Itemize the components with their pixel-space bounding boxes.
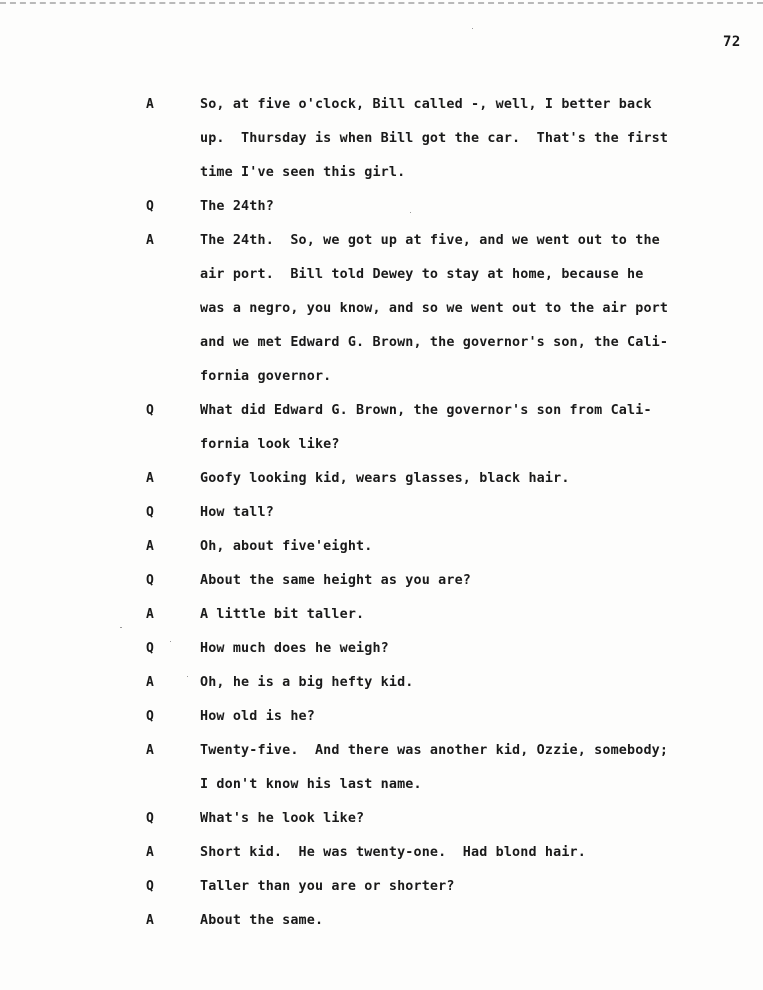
transcript-entry [0,564,763,598]
transcript-line: How old is he? [200,709,315,724]
transcript-entry [0,870,763,904]
transcript-line: Oh, he is a big hefty kid. [200,675,414,690]
scan-speck [472,28,473,29]
transcript-line: How much does he weigh? [200,641,389,656]
scan-speck [410,212,411,213]
scan-speck [120,627,122,628]
speaker-label-answer: A [146,471,154,486]
transcript-line: About the same. [200,913,324,928]
speaker-label-question: Q [146,199,154,214]
transcript-line: The 24th. So, we got up at five, and we went out to the [200,233,660,248]
transcript-line: and we met Edward G. Brown, the governor's son, the Cali- [200,335,669,350]
transcript-line: was a negro, you know, and so we went out to the air port [200,301,669,316]
transcript-entry [0,88,763,190]
speaker-label-answer: A [146,743,154,758]
speaker-label-answer: A [146,97,154,112]
transcript-line: I don't know his last name. [200,777,422,792]
transcript-entry [0,802,763,836]
transcript-entry [0,632,763,666]
speaker-label-answer: A [146,607,154,622]
transcript-entry [0,836,763,870]
speaker-label-question: Q [146,709,154,724]
transcript-entry [0,904,763,938]
transcript-line: fornia governor. [200,369,332,384]
transcript-entry [0,700,763,734]
transcript-line: How tall? [200,505,274,520]
scan-speck [170,641,171,642]
transcript-line: Oh, about five'eight. [200,539,373,554]
speaker-label-question: Q [146,403,154,418]
transcript-line: fornia look like? [200,437,340,452]
transcript-line: Taller than you are or shorter? [200,879,455,894]
transcript-line: So, at five o'clock, Bill called -, well, I better back [200,97,652,112]
speaker-label-question: Q [146,505,154,520]
transcript-body [0,88,763,938]
transcript-entry [0,190,763,224]
transcript-line: Twenty-five. And there was another kid, Ozzie, somebody; [200,743,669,758]
transcript-line: air port. Bill told Dewey to stay at home, because he [200,267,644,282]
transcript-line: A little bit taller. [200,607,365,622]
speaker-label-answer: A [146,913,154,928]
speaker-label-answer: A [146,845,154,860]
transcript-entry [0,224,763,394]
transcript-entry [0,394,763,462]
top-perforation-border [0,2,763,4]
transcript-entry [0,530,763,564]
transcript-line: Short kid. He was twenty-one. Had blond hair. [200,845,586,860]
transcript-line: time I've seen this girl. [200,165,406,180]
speaker-label-question: Q [146,573,154,588]
transcript-entry [0,462,763,496]
speaker-label-answer: A [146,539,154,554]
transcript-entry [0,496,763,530]
transcript-line: What did Edward G. Brown, the governor's son from Cali- [200,403,652,418]
transcript-line: About the same height as you are? [200,573,471,588]
transcript-line: up. Thursday is when Bill got the car. That's the first [200,131,669,146]
transcript-line: Goofy looking kid, wears glasses, black hair. [200,471,570,486]
scan-speck [187,676,188,677]
transcript-line: What's he look like? [200,811,365,826]
transcript-entry [0,734,763,802]
speaker-label-question: Q [146,879,154,894]
speaker-label-question: Q [146,811,154,826]
transcript-entry [0,666,763,700]
page-number: 72 [723,34,741,50]
transcript-line: The 24th? [200,199,274,214]
speaker-label-answer: A [146,233,154,248]
speaker-label-answer: A [146,675,154,690]
speaker-label-question: Q [146,641,154,656]
transcript-entry [0,598,763,632]
